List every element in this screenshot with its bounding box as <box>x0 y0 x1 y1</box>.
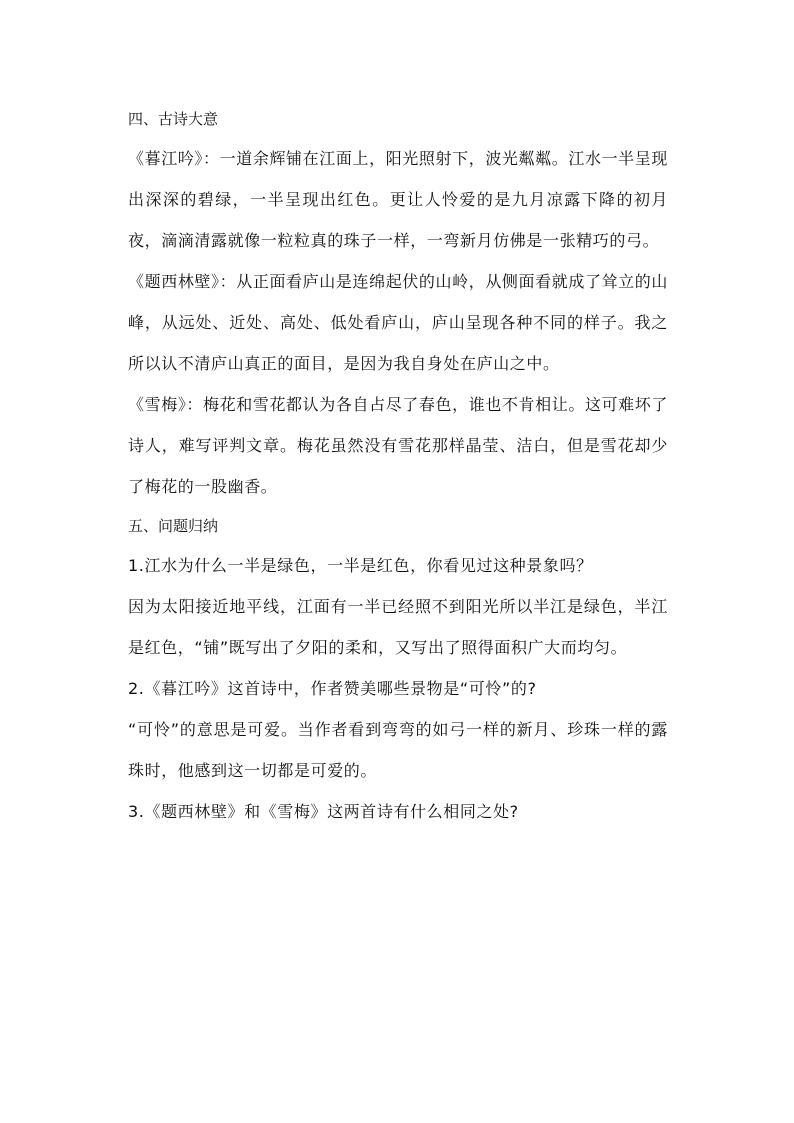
section-heading-question-summary: 五、问题归纳 <box>128 517 219 535</box>
poem-meaning-tixilinbi: 《题西林壁》：从正面看庐山是连绵起伏的山岭，从侧面看就成了耸立的山峰，从远处、近处、高处、低处看庐山，庐山呈现各种不同的样子。我之所以认不清庐山真正的面目，是因为我自身处在庐山之中。 <box>128 272 668 373</box>
poem-meaning-mujiangyin: 《暮江吟》：一道余辉铺在江面上，阳光照射下，波光粼粼。江水一半呈现出深深的碧绿，一半呈现出红色。更让人怜爱的是九月凉露下降的初月夜，滴滴清露就像一粒粒真的珠子一样，一弯新月仿佛是一张精巧的弓。 <box>128 149 668 250</box>
poem-meaning-xuemei: 《雪梅》：梅花和雪花都认为各自占尽了春色，谁也不肯相让。这可难坏了诗人，难写评判文章。梅花虽然没有雪花那样晶莹、洁白，但是雪花却少了梅花的一股幽香。 <box>128 395 668 496</box>
answer-1: 因为太阳接近地平线，江面有一半已经照不到阳光所以半江是绿色，半江是红色，“铺”既写出了夕阳的柔和，又写出了照得面积广大而均匀。 <box>128 597 668 657</box>
question-3: 3.《题西林壁》和《雪梅》这两首诗有什么相同之处? <box>128 802 519 821</box>
section-heading-poem-meaning: 四、古诗大意 <box>128 110 219 128</box>
question-1: 1.江水为什么一半是绿色，一半是红色，你看见过这种景象吗？ <box>128 556 593 575</box>
answer-2: “可怜”的意思是可爱。当作者看到弯弯的如弓一样的新月、珍珠一样的露珠时，他感到这一切都是可爱的。 <box>128 720 668 780</box>
question-2: 2.《暮江吟》这首诗中，作者赞美哪些景物是“可怜”的? <box>128 679 537 698</box>
document-content <box>128 100 668 832</box>
